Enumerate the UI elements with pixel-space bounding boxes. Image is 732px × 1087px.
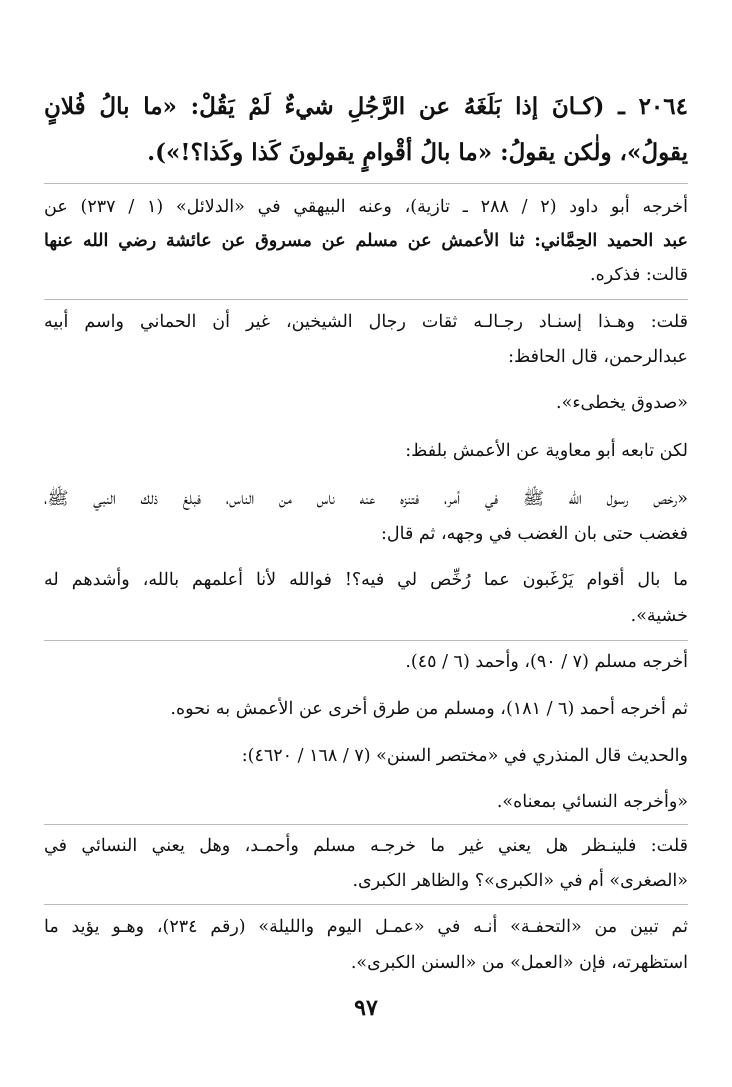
hadith-line-1: ٢٠٦٤ ـ (كـانَ إذا بَلَغَهُ عن الرَّجُلِ شيءٌ لَمْ يَقُلْ: «ما بالُ فُلانٍ [44, 93, 688, 120]
divider [44, 640, 688, 641]
text-line: فغضب حتى بان الغضب في وجهه، ثم قال: [381, 524, 688, 544]
text-line: «الصغرى» أم في «الكبرى»؟ والظاهر الكبرى. [352, 871, 688, 891]
text-line: قلت: فلينـظر هل يعني غير ما خرجـه مسلم وأحمـد، وهل يعني النسائي في [44, 836, 688, 856]
divider [44, 183, 688, 184]
page-number: ٩٧ [354, 995, 378, 1021]
text-line: قلت: وهـذا إسنـاد رجـالـه ثقات رجال الشيخين، غير أن الحماني واسم أبيه [44, 312, 688, 332]
hadith-line-2: يقولُ»، ولٰكن يقولُ: «ما بالُ أقْوامٍ يقولونَ كَذا وكَذا؟!»). [147, 139, 688, 166]
text-line: عبدالرحمن، قال الحافظ: [508, 347, 688, 367]
text-line: والحديث قال المنذري في «مختصر السنن» (٧ / ١٦٨ / ٤٦٢٠): [241, 746, 688, 766]
text-line: أخرجه أبو داود (٢ / ٢٨٨ ـ تازية)، وعنه البيهقي في «الدلائل» (١ / ٢٣٧) عن [44, 197, 688, 217]
text-line: ما بال أقوام يَرْغَبون عما رُخِّص لي فيه؟! فوالله لأنا أعلمهم بالله، وأشدهم له [44, 570, 688, 590]
text-line: أخرجه مسلم (٧ / ٩٠)، وأحمد (٦ / ٤٥). [405, 652, 688, 672]
text-line: ثم تبين من «التحفـة» أنـه في «عمـل اليوم والليلة» (رقم ٢٣٤)، وهـو يؤيد ما [44, 917, 688, 937]
text-line: عبد الحميد الحِمَّاني: ثنا الأعمش عن مسلم عن مسروق عن عائشة رضي الله عنها [44, 231, 688, 251]
text-line: «صدوق يخطىء». [556, 393, 688, 413]
divider [44, 299, 688, 300]
text-line: قالت: فذكره. [590, 265, 688, 285]
text-line: استظهرته، فإن «العمل» من «السنن الكبرى». [350, 953, 688, 973]
text-line: لكن تابعه أبو معاوية عن الأعمش بلفظ: [405, 441, 688, 461]
divider [44, 904, 688, 905]
text-line: ثم أخرجه أحمد (٦ / ١٨١)، ومسلم من طرق أخرى عن الأعمش به نحوه. [170, 699, 688, 719]
text-line: «رخص رسول الله ﷺ في أمر، فتنزه عنه ناس من الناس، فبلغ ذلك النبي ﷺ، [44, 489, 688, 509]
text-line: «وأخرجه النسائي بمعناه». [496, 792, 688, 812]
text-line: خشية». [630, 606, 688, 626]
divider [44, 824, 688, 825]
